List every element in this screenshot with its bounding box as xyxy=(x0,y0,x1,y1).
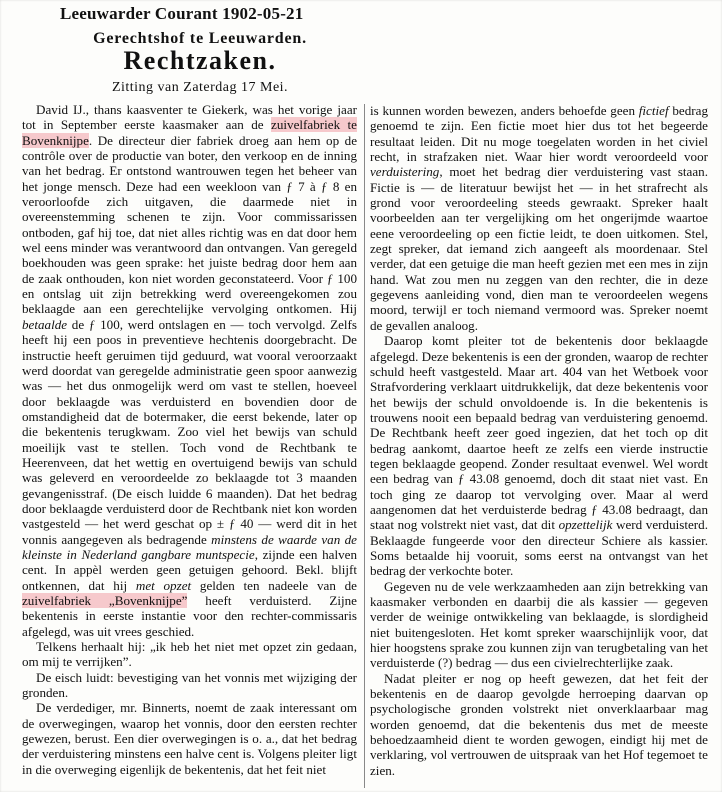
paragraph: David IJ., thans kaasventer te Giekerk, was het vorige jaar tot in September eerste kaasmaker aan de zuivelfabriek te Bovenknijpe. De directeur dier fabriek droeg aan hem op de contrôle over de productie van boter, den verkoop en de inning van het bedrag. Er ontstond wantrouwen tegen het beheer van het jonge mensch. Deze had een weekloon van ƒ 7 à ƒ 8 en veroorloofde zich uitgaven, die daarmede niet in overeenstemming schenen te zijn. Voor commissarissen ontboden, gaf hij toe, dat niet alles richtig was en dat door hem wel eens minder was verantwoord dan ontvangen. Van geregeld boekhouden was geen sprake: het juiste bedrag door hem aan de zaak onthouden, kon niet worden geconstateerd. Voor ƒ 100 en ontslag uit zijn betrekking werd overeengekomen zou beklaagde aan een gerechtelijke vervolging ontkomen. Hij betaalde de ƒ 100, werd ontslagen en — toch vervolgd. Zelfs heeft hij een poos in preventieve hechtenis doorgebracht. De instructie heeft geruimen tijd geduurd, wat vooral veroorzaakt werd doordat van geregelde administratie geen spoor aanwezig was — het dus onmogelijk werd om vast te stellen, hoeveel door beklaagde was verduisterd en bovendien door de omstandigheid dat de botermaker, die eerst bekende, later op die bekentenis terugkwam. Zoo viel het bewijs van schuld moeilijk vast te stellen. Toch vond de Rechtbank te Heerenveen, dat het wettig en overtuigend bewijs van schuld was geleverd en veroordeelde zo beklaagde tot 3 maanden gevangenisstraf. (De eisch luidde 6 maanden). Dat het bedrag door beklaagde verduisterd door de Rechtbank niet kon worden vastgesteld — het werd geschat op ± ƒ 40 — werd dit in het vonnis aangegeven als bedragende minstens de waarde van de kleinste in Nederland gangbare muntspecie, zijnde een halven cent. In appèl werden geen getuigen gehoord. Bekl. blijft ontkennen, dat hij met opzet gelden ten nadeele van de zuivelfabriek „Bovenknijpe” heeft verduisterd. Zijne bekentenis in eerste instantie voor den rechter-commissaris afgelegd, was uit vrees geschied. xyxy=(22,102,357,639)
highlight: zuivelfabriek te Bovenknijpe xyxy=(22,117,357,148)
paragraph: De eisch luidt: bevestiging van het vonnis met wijziging der gronden. xyxy=(22,669,357,701)
article-column-left xyxy=(22,102,357,777)
clipping-caption: Leeuwarder Courant 1902-05-21 xyxy=(60,4,304,23)
court-heading: Gerechtshof te Leeuwarden. xyxy=(93,30,307,47)
session-date: Zitting van Zaterdag 17 Mei. xyxy=(111,80,289,95)
paragraph: Nadat pleiter er nog op heeft gewezen, dat het feit der bekentenis en de daarop gevolgde herroeping daarvan op psychologische gronden volstrekt niet onverklaarbaar mag worden genoemd, dat die bekentenis dus met de meeste behoedzaamheid dient te worden gewogen, eindigt hij met de verklaring, vol vertrouwen de uitspraak van het Hof tegemoet te zien. xyxy=(370,670,708,778)
paragraph: is kunnen worden bewezen, anders behoefde geen fictief bedrag genoemd te zijn. Een fictie moet hier dus tot het begeerde resultaat leiden. Dit nu moge toegelaten worden in het civiel recht, in strafzaken niet. Waar hier wordt veroordeeld voor verduistering, moet het bedrag dier verduistering vast staan. Fictie is — de literatuur bewijst het — in het strafrecht als grond voor veroordeeling steeds gewraakt. Spreker haalt voorbeelden aan ter vergelijking om het ongerijmde waartoe eene veroordeeling op een fictie leidt, te doen uitkomen. Stel, zegt spreker, dat iemand zich aangeeft als moordenaar. Stel verder, dat een getuige die man heeft gezien met een mes in zijn hand. Wat zou men nu zeggen van den rechter, die in deze gegevens aanleiding vond, dien man te veroordeelen wegens moord, terwijl er toch niemand vermoord was. Spreker noemt de gevallen analoog. xyxy=(370,103,708,333)
highlight: zuivelfabriek „Bovenknijpe” xyxy=(22,593,188,608)
article-column-right xyxy=(370,103,708,778)
column-divider xyxy=(364,104,365,788)
paragraph: Daarop komt pleiter tot de bekentenis door beklaagde afgelegd. Deze bekentenis is een der gronden, waarop de rechter schuld heeft vastgesteld. Maar art. 404 van het Wetboek voor Strafvordering verklaart uitdrukkelijk, dat deze bekentenis voor het bewijs der schuld onvoldoende is. In die bekentenis is trouwens nooit een bepaald bedrag van verduistering genoemd. De Rechtbank heeft zeer goed ingezien, dat het toch op dit bedrag aankomt, daartoe heeft ze zelfs een vierde instructie tegen beklaagde geopend. Zonder resultaat evenwel. Wel wordt een bedrag van ƒ 43.08 genoemd, doch dit staat niet vast. En toch ging ze daarop tot vervolging over. Maar al werd aangenomen dat het verduisterde bedrag ƒ 43.08 bedraagt, dan staat nog volstrekt niet vast, dat dit opzettelijk werd verduisterd. Beklaagde fungeerde voor den directeur Schiere als kassier. Soms betaalde hij vooruit, soms eerst na ontvangst van het bedrag der verkochte boter. xyxy=(370,333,708,579)
section-title: Rechtzaken. xyxy=(123,46,277,75)
paragraph: Telkens herhaalt hij: „ik heb het niet met opzet zin gedaan, om mij te verrijken”. xyxy=(22,639,357,670)
paragraph: De verdediger, mr. Binnerts, noemt de zaak interessant om de overwegingen, waarop het vonnis, door den eersten rechter gewezen, berust. Een dier overwegingen is o. a., dat het bedrag der verduistering minstens een halve cent is. Volgens pleiter ligt in die overweging eigenlijk de bekentenis, dat het feit niet xyxy=(22,700,357,777)
paragraph: Gegeven nu de vele werkzaamheden aan zijn betrekking van kaasmaker verbonden en daarbij die als kassier — gegeven verder de weinige ontwikkeling van beklaagde, is slordigheid niet buitengesloten. Het komt spreker waarschijnlijk voor, dat hier hoogstens sprake zou kunnen zijn van terugbetaling van het verduisterde (?) bedrag — dus een civielrechterlijke zaak. xyxy=(370,578,708,671)
